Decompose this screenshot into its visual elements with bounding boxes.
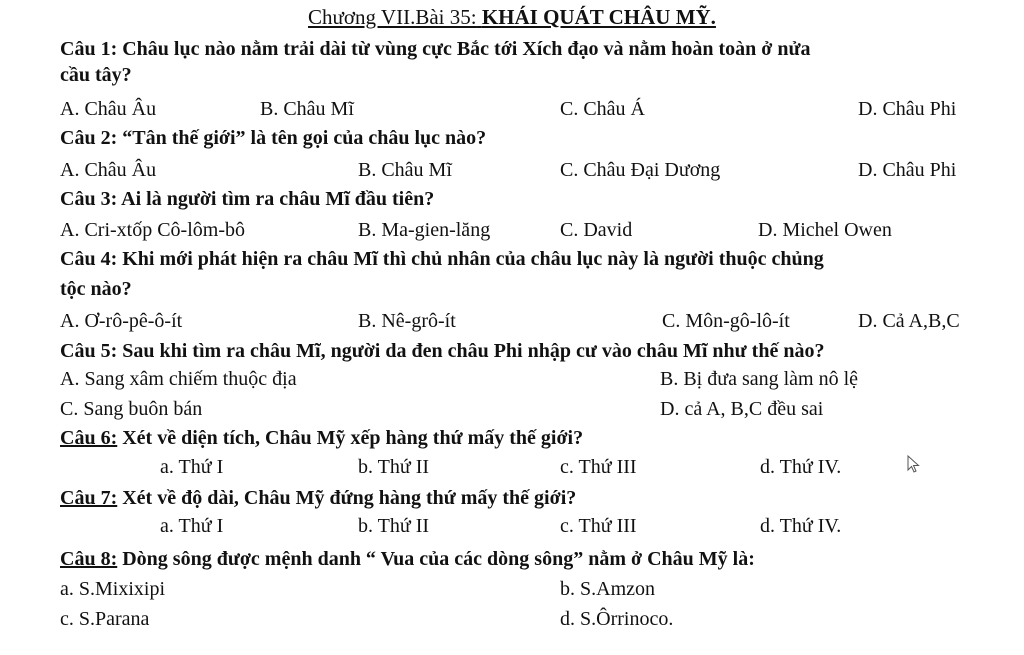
question-4	[60, 246, 1015, 272]
question-1	[60, 36, 1015, 62]
q4-option-a: A. Ơ-rô-pê-ô-ít	[60, 310, 183, 332]
question-text: “Tân thế giới” là tên gọi của châu lục nào?	[122, 127, 487, 149]
question-label: Câu 2:	[60, 127, 118, 149]
q8-option-b: b. S.Amzon	[560, 578, 655, 600]
q1-option-b: B. Châu Mĩ	[260, 98, 354, 120]
q4-option-d: D. Cả A,B,C	[858, 310, 960, 332]
q8-option-a: a. S.Mixixipi	[60, 578, 166, 600]
question-text: Châu lục nào nằm trải dài từ vùng cực Bắc tới Xích đạo và nằm hoàn toàn ở nửa	[122, 38, 811, 60]
q5-option-d: D. cả A, B,C đều sai	[660, 398, 824, 420]
q1-option-a: A. Châu Âu	[60, 98, 157, 120]
question-5	[60, 338, 1015, 364]
q5-option-a: A. Sang xâm chiếm thuộc địa	[60, 368, 297, 390]
question-text: Dòng sông được mệnh danh “ Vua của các dòng sông” nằm ở Châu Mỹ là:	[122, 548, 755, 570]
q5-option-b: B. Bị đưa sang làm nô lệ	[660, 368, 859, 390]
q7-option-c: c. Thứ III	[560, 515, 637, 537]
q6-option-c: c. Thứ III	[560, 456, 637, 478]
q2-option-a: A. Châu Âu	[60, 159, 157, 181]
q6-option-a: a. Thứ I	[160, 456, 224, 478]
question-text: Sau khi tìm ra châu Mĩ, người da đen châu Phi nhập cư vào châu Mĩ như thế nào?	[122, 340, 825, 362]
question-4-cont	[60, 276, 1015, 302]
question-8	[60, 546, 1015, 572]
question-text-cont: cầu tây?	[60, 64, 132, 86]
question-text: Khi mới phát hiện ra châu Mĩ thì chủ nhân của châu lục này là người thuộc chủng	[122, 248, 824, 270]
q3-option-b: B. Ma-gien-lăng	[358, 219, 491, 241]
q8-option-c: c. S.Parana	[60, 608, 150, 630]
mouse-pointer-icon	[907, 455, 921, 473]
question-text-cont: tộc nào?	[60, 278, 132, 300]
q3-option-a: A. Cri-xtốp Cô-lôm-bô	[60, 219, 245, 241]
q1-option-c: C. Châu Á	[560, 98, 645, 120]
question-text: Ai là người tìm ra châu Mĩ đầu tiên?	[121, 188, 435, 210]
q4-option-c: C. Môn-gô-lô-ít	[662, 310, 790, 332]
question-3	[60, 186, 1015, 212]
q7-option-d: d. Thứ IV.	[760, 515, 842, 537]
question-label: Câu 1:	[60, 38, 118, 60]
question-text: Xét về diện tích, Châu Mỹ xếp hàng thứ mấy thế giới?	[122, 427, 584, 449]
question-label: Câu 7:	[60, 487, 118, 509]
question-label: Câu 6:	[60, 427, 118, 449]
q3-option-c: C. David	[560, 219, 633, 241]
q7-option-a: a. Thứ I	[160, 515, 224, 537]
question-text: Xét về độ dài, Châu Mỹ đứng hàng thứ mấy thế giới?	[122, 487, 577, 509]
question-7	[60, 485, 1015, 511]
title-prefix: Chương VII.Bài 35:	[308, 5, 477, 29]
q8-option-d: d. S.Ôrrinoco.	[560, 608, 674, 630]
question-1-cont	[60, 62, 1015, 88]
q5-option-c: C. Sang buôn bán	[60, 398, 203, 420]
question-2	[60, 125, 1015, 151]
question-label: Câu 5:	[60, 340, 118, 362]
question-label: Câu 3:	[60, 188, 118, 210]
q2-option-d: D. Châu Phi	[858, 159, 957, 181]
page-title	[0, 4, 1024, 30]
q2-option-c: C. Châu Đại Dương	[560, 159, 721, 181]
title-main: KHÁI QUÁT CHÂU MỸ.	[481, 5, 716, 29]
q4-option-b: B. Nê-grô-ít	[358, 310, 456, 332]
q1-option-d: D. Châu Phi	[858, 98, 957, 120]
q2-option-b: B. Châu Mĩ	[358, 159, 452, 181]
q3-option-d: D. Michel Owen	[758, 219, 892, 241]
q6-option-b: b. Thứ II	[358, 456, 430, 478]
q6-option-d: d. Thứ IV.	[760, 456, 842, 478]
question-label: Câu 4:	[60, 248, 118, 270]
question-6	[60, 425, 1015, 451]
question-label: Câu 8:	[60, 548, 118, 570]
q7-option-b: b. Thứ II	[358, 515, 430, 537]
